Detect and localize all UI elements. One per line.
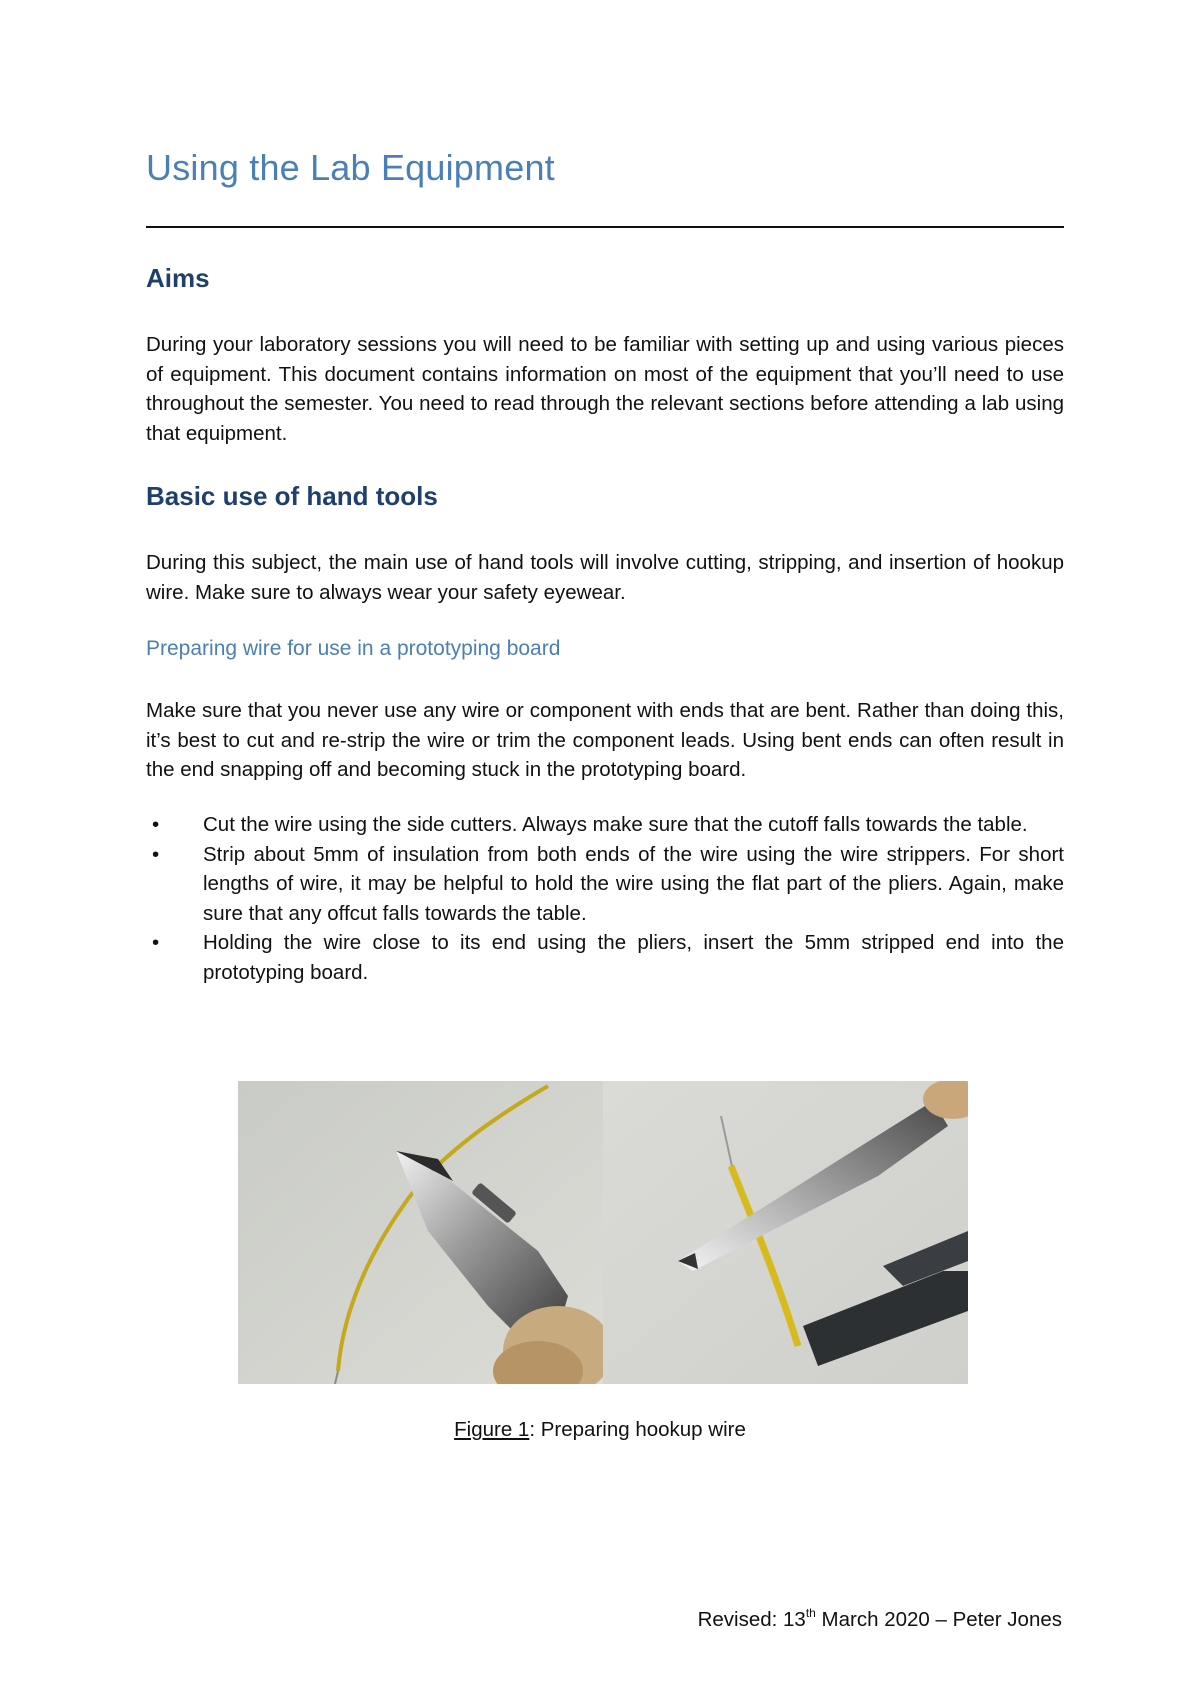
aims-heading: Aims	[146, 263, 210, 293]
bullet-icon: •	[152, 813, 160, 836]
hand-tools-heading: Basic use of hand tools	[146, 481, 438, 511]
figure-label: Figure 1	[454, 1418, 530, 1441]
list-item-text: Cut the wire using the side cutters. Always make sure that the cutoff falls towards the table.	[203, 813, 1028, 836]
revision-footer	[698, 1608, 1062, 1632]
footer-suffix: March 2020 – Peter Jones	[815, 1608, 1062, 1631]
figure-caption-text: : Preparing hookup wire	[529, 1418, 746, 1441]
figure-caption	[0, 1418, 1200, 1442]
list-item	[146, 810, 1064, 840]
footer-prefix: Revised: 13	[697, 1608, 806, 1631]
side-cutters-photo	[238, 1081, 603, 1384]
list-item-text: Holding the wire close to its end using the pliers, insert the 5mm stripped end into the prototyping board.	[203, 931, 1064, 984]
pliers-photo	[603, 1081, 968, 1384]
bullet-icon: •	[152, 842, 160, 866]
document-title: Using the Lab Equipment	[146, 147, 555, 188]
instruction-list	[146, 810, 1064, 987]
bullet-icon: •	[152, 931, 160, 954]
list-item	[146, 840, 1064, 929]
aims-paragraph: During your laboratory sessions you will need to be familiar with setting up and using various pieces of equipment. This document contains information on most of the equipment that you’ll need to use throughout the semester. You need to read through the relevant sections before attending a lab using that equipment.	[146, 333, 1064, 445]
figure-photos	[238, 1081, 968, 1384]
title-divider	[146, 226, 1064, 228]
list-item-text: Strip about 5mm of insulation from both ends of the wire using the wire strippers. For short lengths of wire, it may be helpful to hold the wire using the flat part of the pliers. Again, make sure that any offcut falls towards the table.	[203, 842, 1064, 925]
hand-tools-paragraph: During this subject, the main use of hand tools will involve cutting, stripping, and insertion of hookup wire. Make sure to always wear your safety eyewear.	[146, 551, 1064, 604]
preparing-wire-subheading: Preparing wire for use in a prototyping board	[146, 637, 561, 660]
list-item	[146, 928, 1064, 987]
preparing-wire-paragraph: Make sure that you never use any wire or component with ends that are bent. Rather than doing this, it’s best to cut and re-strip the wire or trim the component leads. Using bent ends can often result in the end snapping off and becoming stuck in the prototyping board.	[146, 699, 1064, 781]
footer-ordinal: th	[805, 1606, 816, 1620]
